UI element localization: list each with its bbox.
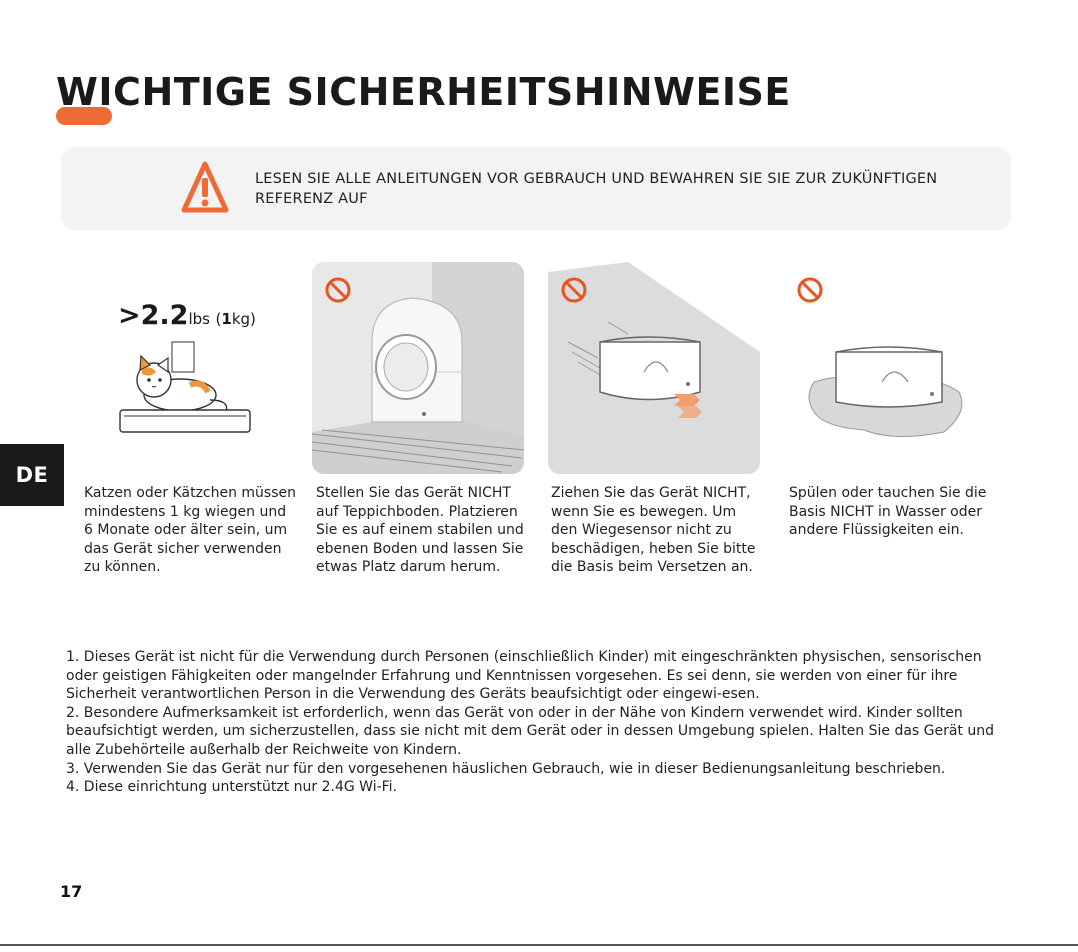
weight-unit: lbs	[188, 310, 210, 328]
prohibition-icon	[796, 276, 824, 304]
prohibition-icon	[560, 276, 588, 304]
panel-no-dragging	[548, 262, 760, 474]
caption-weight: Katzen oder Kätzchen müssen mindestens 1 kg wiegen und 6 Monate oder älter sein, um das Gerät sicher verwenden zu können.	[84, 485, 297, 575]
safety-note: 2. Besondere Aufmerksamkeit ist erforderlich, wenn das Gerät von oder in der Nähe von Kindern verwendet wird. Kinder sollten beaufsichtigt werden, um sicherzustellen, dass sie nicht mit dem Gerät oder in dessen Umgebung spielen. Halten Sie das Gerät und alle Zubehörteile außerhalb der Reichweite von Kindern.	[66, 704, 995, 758]
notice-box	[61, 147, 1011, 230]
weight-kg-value: 1	[221, 310, 232, 328]
prohibition-icon	[324, 276, 352, 304]
language-tab: DE	[0, 444, 64, 506]
page-title: WICHTIGE SICHERHEITSHINWEISE	[56, 70, 791, 114]
caption-water: Spülen oder tauchen Sie die Basis NICHT in Wasser oder andere Flüssigkeiten ein.	[789, 485, 987, 538]
weight-value: >2.2	[118, 300, 189, 331]
page-number: 17	[60, 882, 83, 901]
safety-notes	[66, 648, 1006, 797]
safety-note: 3. Verwenden Sie das Gerät nur für den vorgesehenen häuslichen Gebrauch, wie in dieser Bedienungsanleitung beschrieben.	[66, 760, 946, 777]
panel-no-water	[784, 262, 996, 474]
cat-on-scale-illustration	[110, 340, 260, 440]
notice-text: LESEN SIE ALLE ANLEITUNGEN VOR GEBRAUCH UND BEWAHREN SIE SIE ZUR ZUKÜNFTIGEN REFERENZ AUF	[255, 171, 938, 207]
safety-note: 4. Diese einrichtung unterstützt nur 2.4G Wi-Fi.	[66, 779, 398, 796]
bottom-rule	[0, 944, 1078, 946]
weight-requirement	[118, 300, 256, 331]
safety-note: 1. Dieses Gerät ist nicht für die Verwendung durch Personen (einschließlich Kinder) mit eingeschränkten physischen, sensorischen oder geistigen Fähigkeiten oder mangelnder Erfahrung und Kenntnissen vorgesehen. Es sei denn, sie werden von einer für ihre Sicherheit verantwortlichen Person in die Verwendung des Geräts beaufsichtigt oder eingewi-esen.	[66, 649, 982, 703]
caption-dragging: Ziehen Sie das Gerät NICHT, wenn Sie es bewegen. Um den Wiegesensor nicht zu beschädigen, heben Sie bitte die Basis beim Versetzen an.	[551, 485, 756, 575]
caption-carpet: Stellen Sie das Gerät NICHT auf Teppichboden. Platzieren Sie es auf einem stabilen und ebenen Boden und lassen Sie etwas Platz darum herum.	[316, 485, 524, 575]
weight-kg-open: (	[215, 310, 222, 328]
title-block	[56, 70, 791, 114]
warning-triangle-icon	[180, 158, 230, 218]
panel-no-carpet	[312, 262, 524, 474]
weight-kg-unit: kg)	[231, 310, 256, 328]
